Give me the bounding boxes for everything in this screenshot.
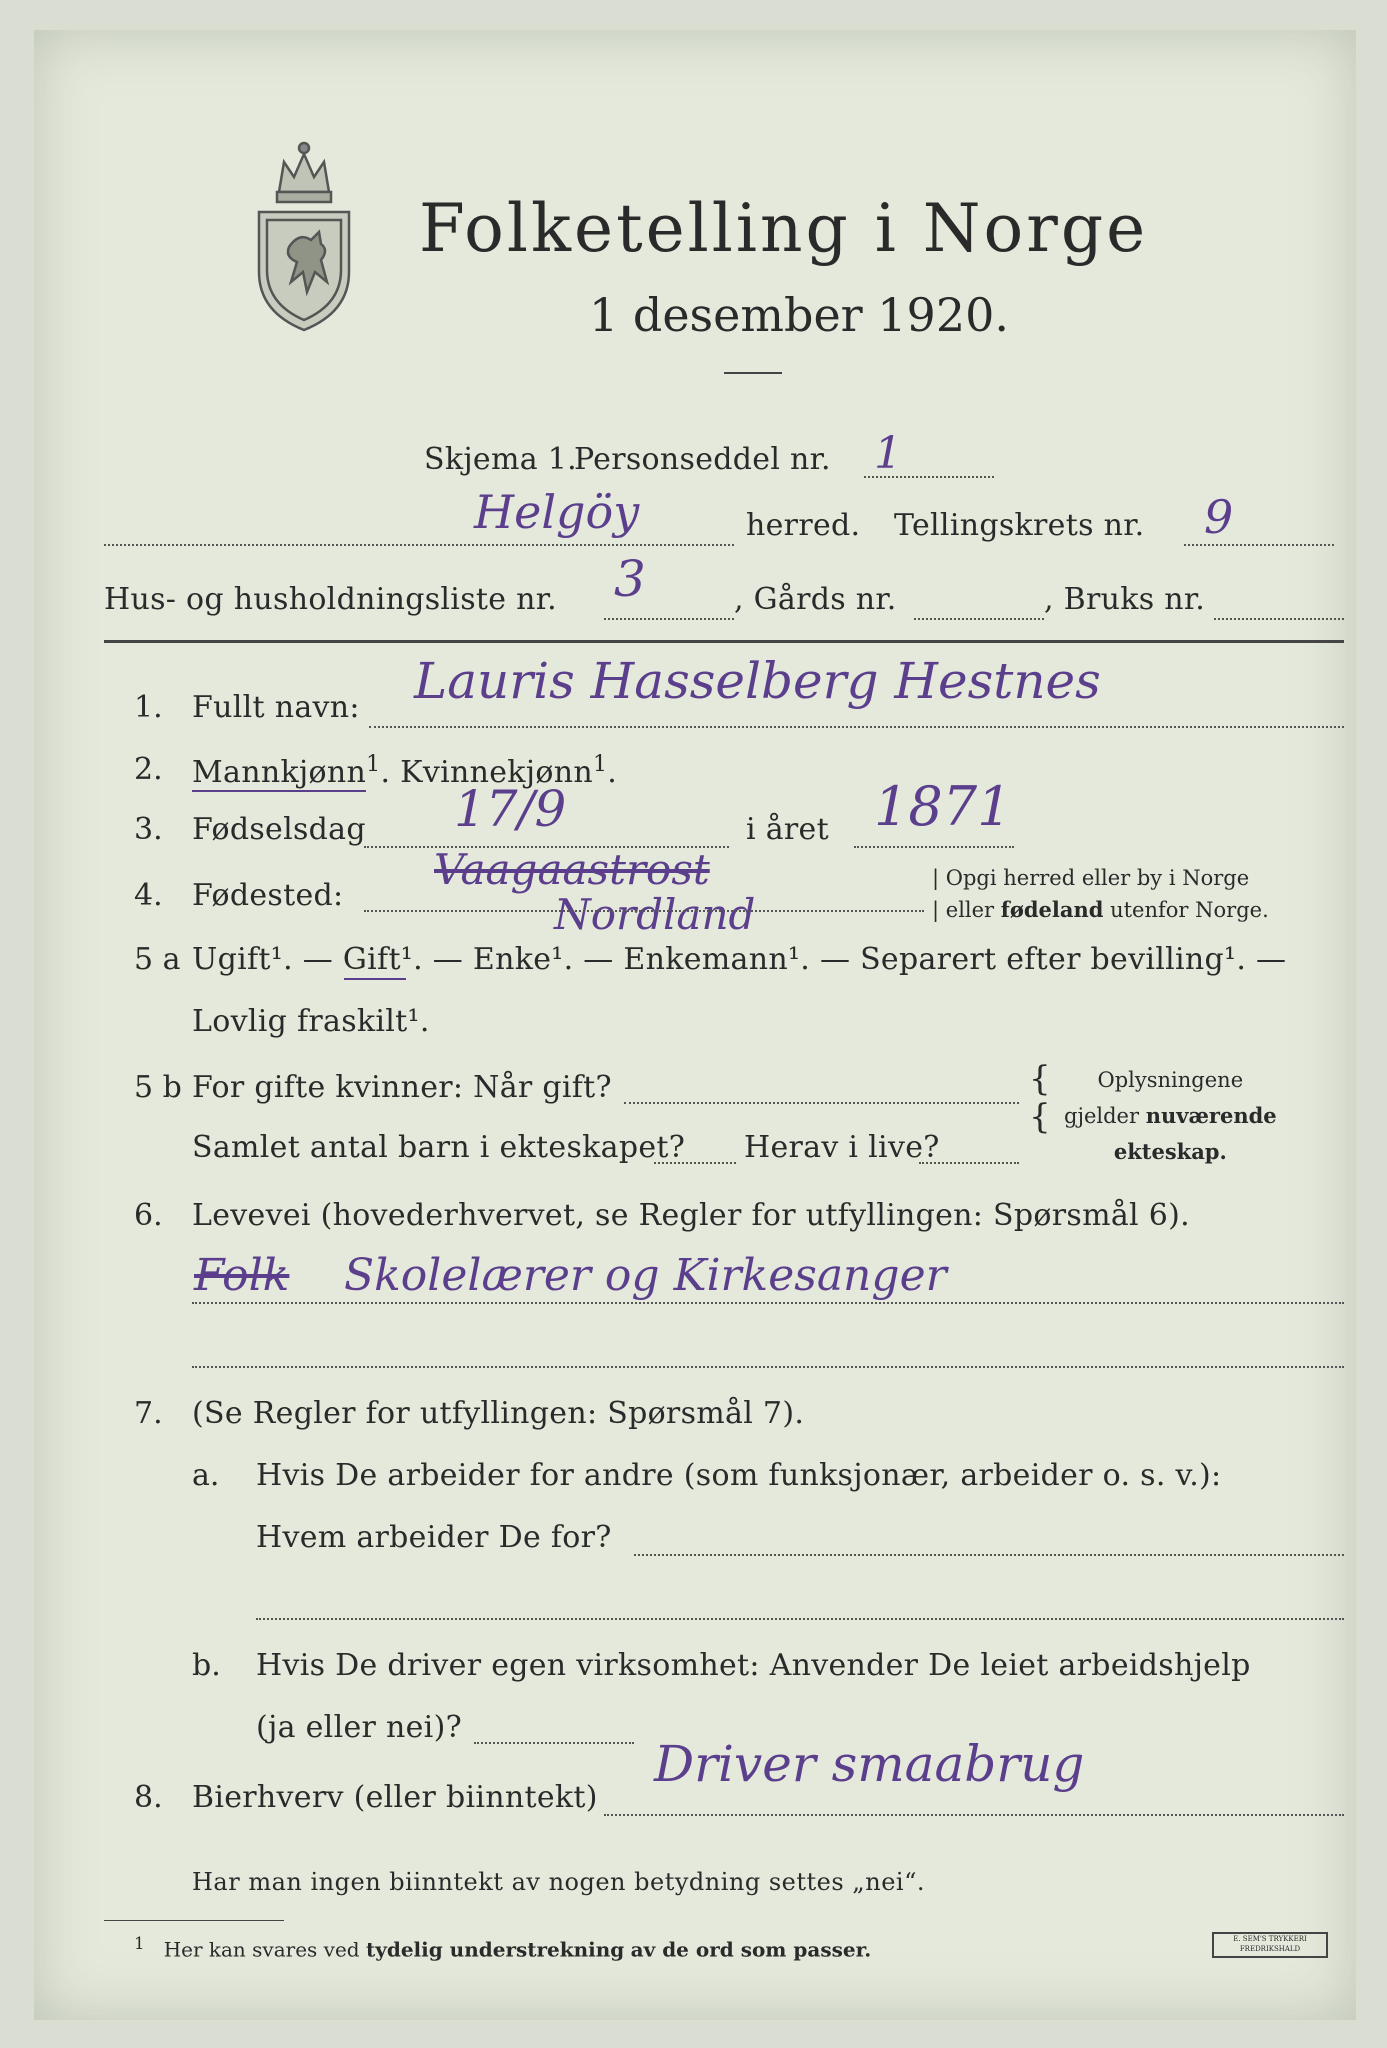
tellingskrets-label: Tellingskrets nr. (894, 508, 1145, 543)
q4-note (932, 862, 1269, 926)
q7b-label: Hvis De driver egen virksomhet: Anvender De leiet arbeidshjelp (256, 1648, 1251, 1683)
q5b-note-line1: Oplysningene (1097, 1068, 1244, 1092)
q6-label: Levevei (hovederhvervet, se Regler for utfyllingen: Spørsmål 6). (192, 1198, 1190, 1233)
q3-number: 3. (134, 812, 163, 847)
q5b-note-line3: ekteskap. (1113, 1139, 1227, 1164)
q2-female-sup: 1 (592, 752, 608, 777)
q2-male: Mannkjønn (192, 755, 367, 790)
q5b-note (1064, 1062, 1277, 1170)
q1-number: 1. (134, 690, 163, 725)
q4-line (364, 910, 924, 912)
q5b-brace: { { (1029, 1059, 1051, 1137)
q6-line2 (192, 1366, 1344, 1368)
schema-prefix: Skjema 1. (424, 442, 577, 477)
printer-stamp: E. SEM'S TRYKKERI FREDRIKSHALD (1212, 1932, 1328, 1958)
q5a-underline-gift (344, 978, 406, 980)
q5b-line1 (624, 1102, 1019, 1104)
q5b-line2 (654, 1162, 736, 1164)
q6-number: 6. (134, 1198, 163, 1233)
bruks-label: , Bruks nr. (1044, 582, 1206, 617)
q8-line (604, 1814, 1344, 1816)
footnote-number: 1 (134, 1934, 145, 1953)
personseddel-value: 1 (874, 428, 902, 479)
q7a-number: a. (192, 1458, 220, 1493)
q7b-question: (ja eller nei)? (256, 1710, 462, 1745)
footer-note: Har man ingen biinntekt av nogen betydning settes „nei“. (192, 1868, 925, 1896)
q3-label: Fødselsdag (192, 812, 366, 847)
q5b-label3: Herav i live? (744, 1130, 940, 1165)
footnote-text-a: Her kan svares ved (163, 1937, 360, 1962)
footnote (134, 1934, 871, 1962)
q4-birthplace: Nordland (554, 890, 756, 939)
footnote-text-c: av de ord som passer. (630, 1937, 872, 1962)
q4-note-line2: | eller fødeland utenfor Norge. (932, 897, 1269, 922)
hus-label: Hus- og husholdningsliste nr. (104, 582, 557, 617)
q4-number: 4. (134, 878, 163, 913)
q7b-line (474, 1742, 634, 1744)
q4-note-line1: | Opgi herred eller by i Norge (932, 866, 1250, 890)
hus-value: 3 (614, 550, 646, 608)
q5a-number: 5 a (134, 942, 181, 977)
census-date: 1 desember 1920. (589, 288, 1009, 342)
q6-occupation-struck: Folk (194, 1250, 290, 1301)
tellingskrets-line (1184, 544, 1334, 546)
bruks-line (1214, 618, 1344, 620)
q5b-line3 (919, 1162, 1019, 1164)
q7a-question: Hvem arbeider De for? (256, 1520, 612, 1555)
q5a-line2: Lovlig fraskilt¹. (192, 1004, 430, 1039)
herred-line (104, 544, 734, 546)
page-title: Folketelling i Norge (419, 190, 1149, 267)
q3-birthday: 17/9 (454, 780, 567, 838)
q5b-label2: Samlet antal barn i ekteskapet? (192, 1130, 686, 1165)
q2-dot-2: . (607, 755, 618, 790)
herred-label: herred. (746, 508, 861, 543)
footnote-text-b: tydelig understrekning (365, 1937, 625, 1962)
footnote-divider (104, 1920, 284, 1921)
q2-female: Kvinnekjønn (400, 755, 593, 790)
q5b-label1: For gifte kvinner: Når gift? (192, 1070, 612, 1105)
gards-line (914, 618, 1044, 620)
q8-label: Bierhverv (eller biinntekt) (192, 1780, 598, 1815)
coat-of-arms-icon (249, 132, 359, 332)
q4-label: Fødested: (192, 878, 344, 913)
q7-label: (Se Regler for utfyllingen: Spørsmål 7). (192, 1396, 805, 1431)
section-divider (104, 640, 1344, 643)
q2-dot-1: . (380, 755, 391, 790)
q7-number: 7. (134, 1396, 163, 1431)
q5b-note-line2: gjelder nuværende (1064, 1103, 1277, 1128)
q1-full-name: Lauris Hasselberg Hestnes (414, 652, 1101, 710)
q4-birthplace-struck: Vaagaastrost (434, 845, 710, 894)
q1-label: Fullt navn: (192, 690, 360, 725)
q5a-options: Ugift¹. — Gift¹. — Enke¹. — Enkemann¹. — Separert efter bevilling¹. — (192, 942, 1287, 977)
herred-value: Helgöy (474, 485, 640, 539)
q1-line (369, 726, 1344, 728)
q7a-line1 (634, 1554, 1344, 1556)
tellingskrets-value: 9 (1204, 490, 1234, 544)
q3-year-line (854, 846, 1014, 848)
q3-year-label: i året (746, 812, 829, 847)
gards-label: , Gårds nr. (734, 582, 897, 617)
q2-male-sup: 1 (366, 752, 381, 777)
q6-occupation: Skolelærer og Kirkesanger (344, 1250, 947, 1301)
q5b-number: 5 b (134, 1070, 182, 1105)
q7a-label: Hvis De arbeider for andre (som funksjonær, arbeider o. s. v.): (256, 1458, 1222, 1493)
q7a-line2 (256, 1618, 1344, 1620)
personseddel-label: Personseddel nr. (574, 442, 831, 477)
personseddel-line (864, 476, 994, 478)
q8-number: 8. (134, 1780, 163, 1815)
hus-line (604, 618, 734, 620)
q3-year-value: 1871 (874, 775, 1012, 838)
q2-number: 2. (134, 752, 163, 787)
census-form (34, 30, 1356, 2020)
q7b-number: b. (192, 1648, 221, 1683)
header-divider (724, 372, 782, 374)
q8-secondary-income: Driver smaabrug (654, 1735, 1085, 1793)
q6-line1 (192, 1302, 1344, 1304)
